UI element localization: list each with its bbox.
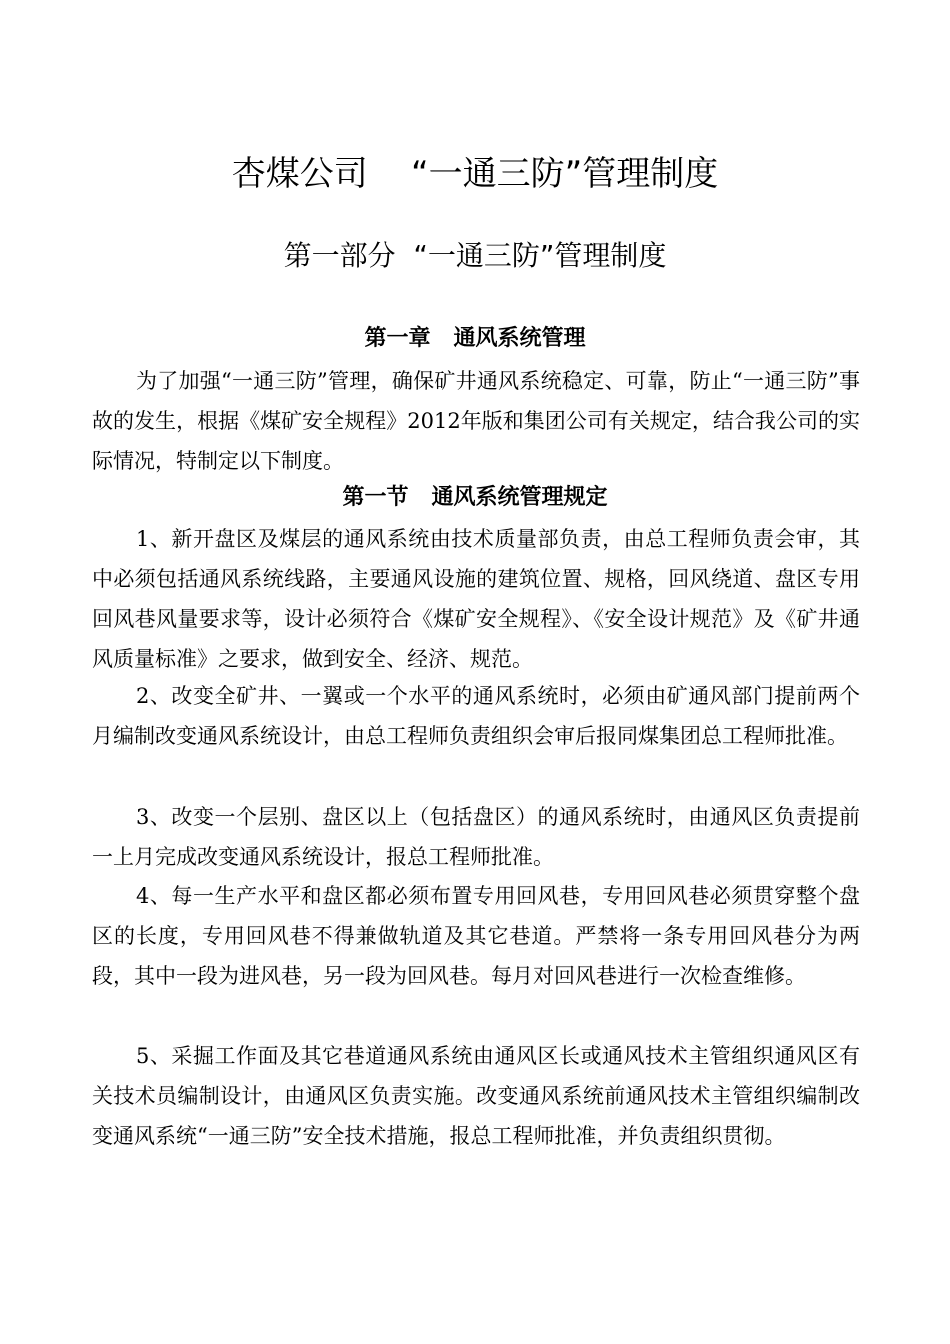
regulation-paragraph-1: 1、新开盘区及煤层的通风系统由技术质量部负责，由总工程师负责会审，其中必须包括通风系统线路，主要通风设施的建筑位置、规格，回风绕道、盘区专用回风巷风量要求等，设计必须符合《煤矿安全规程》、《安全设计规范》及《矿井通风质量标准》之要求，做到安全、经济、规范。 [92,527,860,671]
intro-paragraph: 为了加强“一通三防”管理，确保矿井通风系统稳定、可靠，防止“一通三防”事故的发生，根据《煤矿安全规程》2012年版和集团公司有关规定，结合我公司的实际情况，特制定以下制度。 [92,369,860,473]
document-title: 杏煤公司 “一通三防”管理制度 [231,154,719,194]
regulation-paragraph-4: 4、每一生产水平和盘区都必须布置专用回风巷，专用回风巷必须贯穿整个盘区的长度，专用回风巷不得兼做轨道及其它巷道。严禁将一条专用回风巷分为两段，其中一段为进风巷，另一段为回风巷。每月对回风巷进行一次检查维修。 [92,884,860,988]
chapter-title: 第一章 通风系统管理 [364,325,586,351]
section-title: 第一节 通风系统管理规定 [342,484,608,510]
part-title: 第一部分 “一通三防”管理制度 [283,239,667,272]
regulation-paragraph-5: 5、采掘工作面及其它巷道通风系统由通风区长或通风技术主管组织通风区有关技术员编制设计，由通风区负责实施。改变通风系统前通风技术主管组织编制改变通风系统“一通三防”安全技术措施，报总工程师批准，并负责组织贯彻。 [92,1044,860,1148]
regulation-paragraph-2: 2、改变全矿井、一翼或一个水平的通风系统时，必须由矿通风部门提前两个月编制改变通风系统设计，由总工程师负责组织会审后报同煤集团总工程师批准。 [92,684,860,748]
regulation-paragraph-3: 3、改变一个层别、盘区以上（包括盘区）的通风系统时，由通风区负责提前一上月完成改变通风系统设计，报总工程师批准。 [92,805,860,869]
